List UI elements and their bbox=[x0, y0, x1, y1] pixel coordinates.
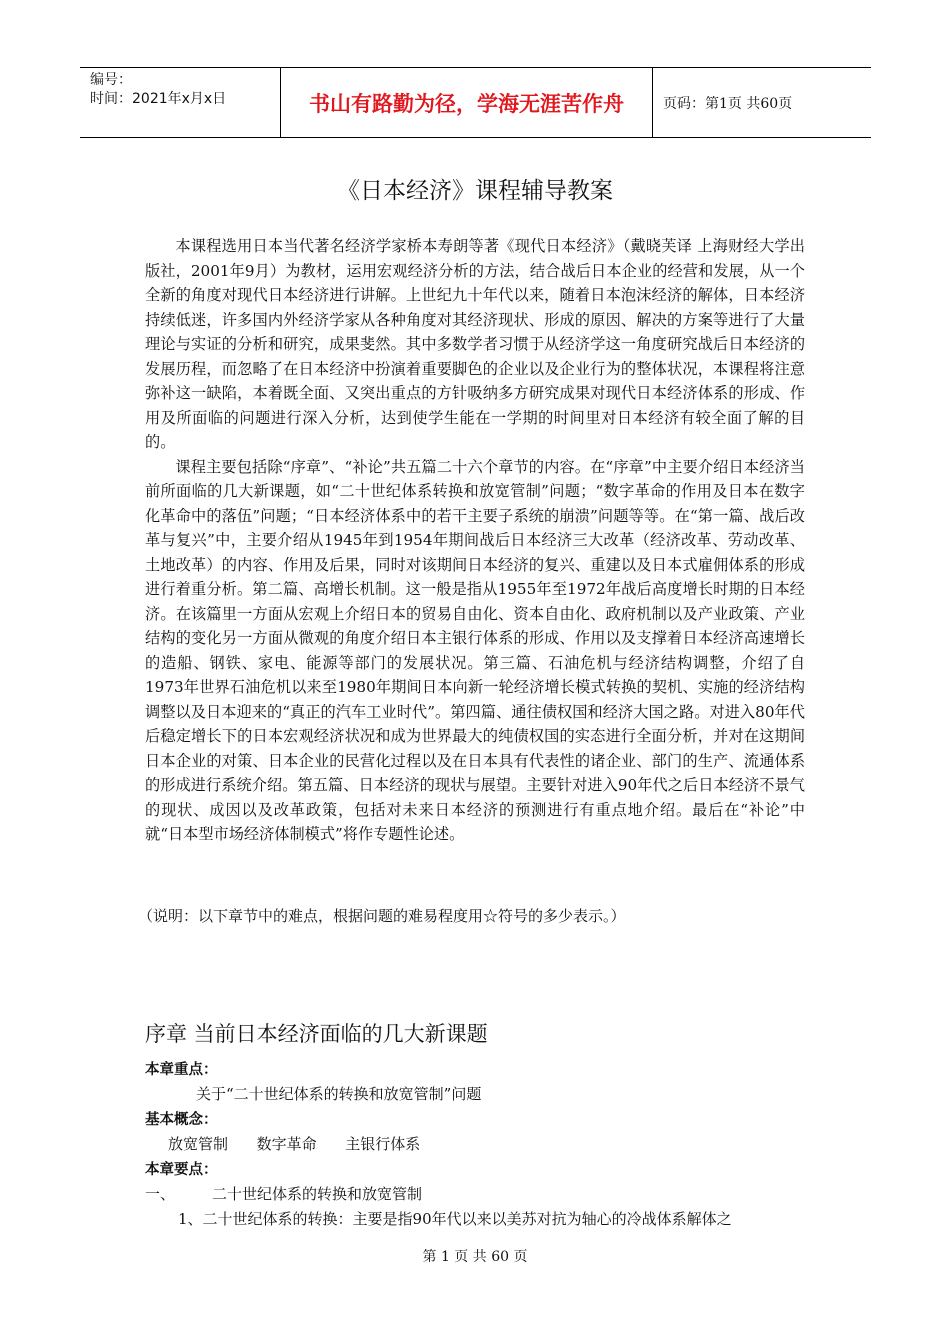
chapter-title: 序章 当前日本经济面临的几大新课题 bbox=[145, 1022, 488, 1046]
page-header bbox=[80, 67, 871, 138]
document-title: 《日本经济》课程辅导教案 bbox=[337, 178, 613, 204]
document-number-label: 编号： bbox=[90, 72, 132, 88]
key-points-text: 关于“二十世纪体系的转换和放宽管制”问题 bbox=[196, 1085, 482, 1103]
intro-body bbox=[145, 234, 805, 847]
item-one-text: 1、二十世纪体系的转换：主要是指90年代以来以美苏对抗为轴心的冷战体系解体之 bbox=[178, 1210, 732, 1228]
intro-paragraph-1: 本课程选用日本当代著名经济学家桥本寿朗等著《现代日本经济》（戴晓芙译 上海财经大学出版社，2001年9月）为教材，运用宏观经济分析的方法，结合战后日本企业的经营和发展，从一个全新的角度对现代日本经济进行讲解。上世纪九十年代以来，随着日本泡沫经济的解体，日本经济持续低迷，许多国内外经济学家从各种角度对其经济现状、形成的原因、解决的方案等进行了大量理论与实证的分析和研究，成果斐然。其中多数学者习惯于从经济学这一角度研究战后日本经济的发展历程，而忽略了在日本经济中扮演着重要脚色的企业以及企业行为的整体状况，本课程将注意弥补这一缺陷，本着既全面、又突出重点的方针吸纳多方研究成果对现代日本经济体系的形成、作用及所面临的问题进行深入分析，达到使学生能在一学期的时间里对日本经济有较全面了解的目的。 bbox=[145, 237, 805, 451]
section-one-number: 一、 bbox=[145, 1185, 176, 1203]
page-footer: 第 1 页 共 60 页 bbox=[422, 1249, 528, 1265]
header-left-cell bbox=[80, 68, 280, 137]
section-one-title: 二十世纪体系的转换和放宽管制 bbox=[212, 1185, 423, 1203]
header-page-info: 页码：第1页 共60页 bbox=[663, 95, 793, 112]
essentials-label: 本章要点： bbox=[145, 1162, 218, 1178]
concepts-text: 放宽管制 数字革命 主银行体系 bbox=[168, 1135, 421, 1153]
header-motto: 书山有路勤为径，学海无涯苦作舟 bbox=[280, 68, 653, 137]
difficulty-note: （说明：以下章节中的难点，根据问题的难易程度用☆符号的多少表示。） bbox=[138, 907, 626, 925]
intro-paragraph-2: 课程主要包括除“序章”、“补论”共五篇二十六个章节的内容。在“序章”中主要介绍日本经济当前所面临的几大新课题，如“二十世纪体系转换和放宽管制”问题；“数字革命的作用及日本在数字化革命中的落伍”问题；“日本经济体系中的若干主要子系统的崩溃”问题等等。在“第一篇、战后改革与复兴”中，主要介绍从1945年到1954年期间战后日本经济三大改革（经济改革、劳动改革、土地改革）的内容、作用及后果，同时对该期间日本经济的复兴、重建以及日本式雇佣体系的形成进行着重分析。第二篇、高增长机制。这一般是指从1955年至1972年战后高度增长时期的日本经济。在该篇里一方面从宏观上介绍日本的贸易自由化、资本自由化、政府机制以及产业政策、产业结构的变化另一方面从微观的角度介绍日本主银行体系的形成、作用以及支撑着日本经济高速增长的造船、钢铁、家电、能源等部门的发展状况。第三篇、石油危机与经济结构调整，介绍了自1973年世界石油危机以来至1980年期间日本向新一轮经济增长模式转换的契机、实施的经济结构调整以及日本迎来的“真正的汽车工业时代”。第四篇、通往债权国和经济大国之路。对进入80年代后稳定增长下的日本宏观经济状况和成为世界最大的纯债权国的实态进行全面分析，并对在这期间日本企业的对策、日本企业的民营化过程以及在日本具有代表性的诸企业、部门的生产、流通体系的形成进行系统介绍。第五篇、日本经济的现状与展望。主要针对进入90年代之后日本经济不景气的现状、成因以及改革政策，包括对未来日本经济的预测进行有重点地介绍。最后在“补论”中就“日本型市场经济体制模式”将作专题性论述。 bbox=[145, 457, 805, 843]
document-time-label: 时间：2021年x月x日 bbox=[90, 91, 227, 107]
key-points-label: 本章重点： bbox=[145, 1062, 218, 1078]
concepts-label: 基本概念： bbox=[145, 1112, 218, 1128]
